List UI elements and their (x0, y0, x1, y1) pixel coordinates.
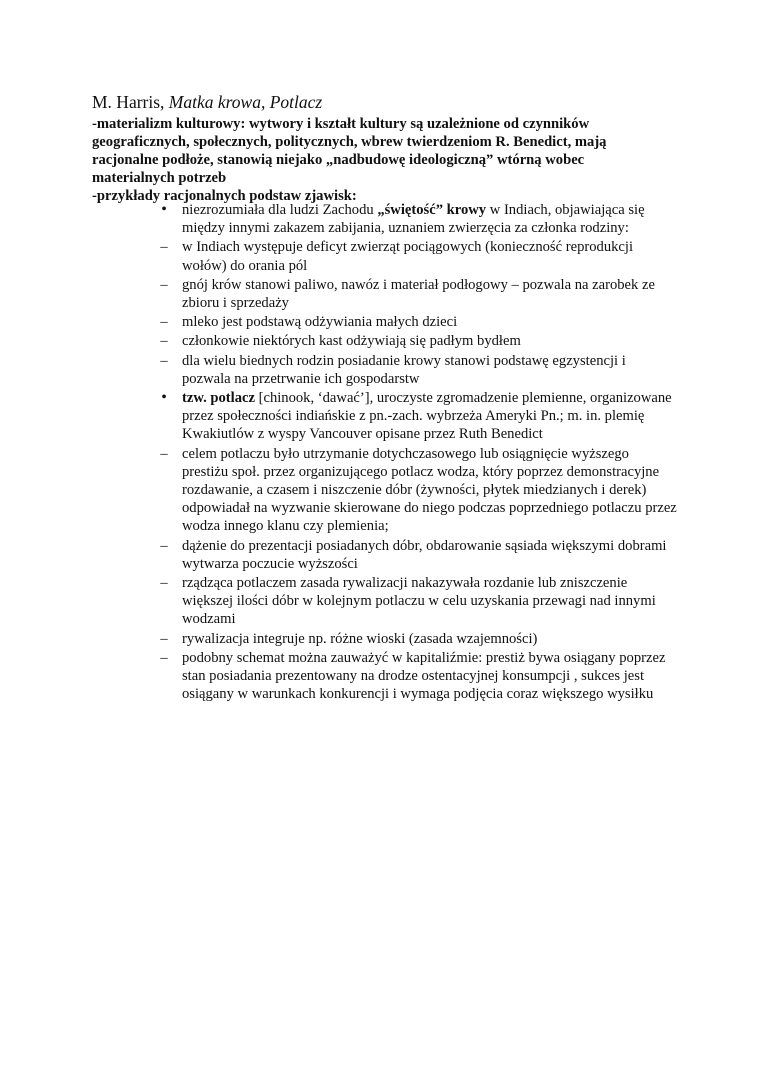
list-item (157, 445, 677, 536)
dash-marker: – (160, 239, 168, 256)
list-item-text: dążenie do prezentacji posiadanych dóbr, obdarowanie sąsiada większymi dobrami wytwarza poczucie wyższości (182, 537, 667, 572)
list-item-potlatch (157, 389, 677, 444)
list-item-text: gnój krów stanowi paliwo, nawóz i materiał podłogowy – pozwala na zarobek ze zbioru i sprzedaży (182, 276, 655, 312)
list-item (157, 276, 677, 312)
list-item (157, 313, 677, 331)
examples-list (157, 201, 677, 704)
dash-marker: – (160, 276, 168, 293)
list-item-text: w Indiach występuje deficyt zwierząt pociągowych (konieczność reprodukcji wołów) do orania pól (182, 239, 634, 274)
list-item (157, 649, 677, 704)
list-item-text: dla wielu biednych rodzin posiadanie krowy stanowi podstawę egzystencji i pozwala na przetrwanie ich gospodarstw (182, 352, 626, 387)
dash-marker: – (160, 352, 168, 369)
list-item (157, 537, 677, 573)
cow-intro-before: niezrozumiała dla ludzi Zachodu (182, 202, 378, 218)
list-item-text: mleko jest podstawą odżywiania małych dzieci (182, 314, 458, 331)
bullet-marker: • (161, 201, 167, 218)
list-item (157, 238, 677, 274)
cow-intro-after: w Indiach, objawiająca się między innymi zakazem zabijania, uznaniem zwierzęcia za członka rodziny: (182, 202, 645, 237)
list-item-text: podobny schemat można zauważyć w kapitaliźmie: prestiż bywa osiągany poprzez stan posiadania prezentowany na drodze ostentacyjnej konsumpcji , sukces jest osiągany w warunkach konkurencji i wymaga podjęcia coraz większego wysiłku (182, 649, 666, 703)
potlatch-intro-after: [chinook, ‘dawać’], uroczyste zgromadzenie plemienne, organizowane przez społeczności indiańskie z pn.-zach. wybrzeża Ameryki Pn.; m. in. plemię Kwakiutlów z wyspy Vancouver opisane przez Ruth Benedict (182, 390, 672, 443)
heading-author: M. Harris, (92, 92, 165, 112)
list-item (157, 352, 677, 388)
list-item (157, 630, 677, 648)
list-item (157, 574, 677, 629)
list-item-text: celem potlaczu było utrzymanie dotychczasowego lub osiągnięcie wyższego prestiżu społ. przez organizującego potlacz wodza, który poprzez demonstracyjne rozdawanie, a czasem i niszczenie dóbr (żywności, płytek miedzianych i derek) odpowiadał na wyzwanie skierowane do niego podczas poprzedniego potlaczu przez wodza innego klanu czy plemienia; (182, 445, 677, 535)
dash-marker: – (160, 333, 168, 350)
list-item-text: członkowie niektórych kast odżywiają się padłym bydłem (182, 333, 521, 350)
dash-marker: – (160, 649, 168, 666)
dash-marker: – (160, 575, 168, 592)
intro-thesis: -materializm kulturowy: wytwory i kształt kultury są uzależnione od czynników geograficznych, społecznych, politycznych, wbrew twierdzeniom R. Benedict, mają racjonalne podłoże, stanowią niejako „nadbudowę ideologiczną” wtórną wobec materialnych potrzeb (92, 116, 607, 186)
list-item-text: rywalizacja integruje np. różne wioski (zasada wzajemności) (182, 630, 538, 647)
dash-marker: – (160, 445, 168, 462)
dash-marker: – (160, 630, 168, 647)
dash-marker: – (160, 314, 168, 331)
heading-works: Matka krowa, Potlacz (168, 92, 323, 112)
list-item-text: rządząca potlaczem zasada rywalizacji nakazywała rozdanie lub zniszczenie większej ilości dóbr w kolejnym potlaczu w celu uzyskania przewagi nad innymi wodzami (182, 575, 656, 628)
potlatch-intro-bold: tzw. potlacz (182, 390, 255, 407)
dash-marker: – (160, 537, 168, 554)
intro-examples-label: -przykłady racjonalnych podstaw zjawisk: (92, 188, 357, 204)
list-item-sacred-cow (157, 201, 677, 237)
document-heading (92, 92, 322, 112)
list-item (157, 332, 677, 350)
cow-intro-bold: „świętość” krowy (377, 202, 487, 218)
intro-section (92, 115, 652, 205)
bullet-marker: • (161, 389, 167, 407)
